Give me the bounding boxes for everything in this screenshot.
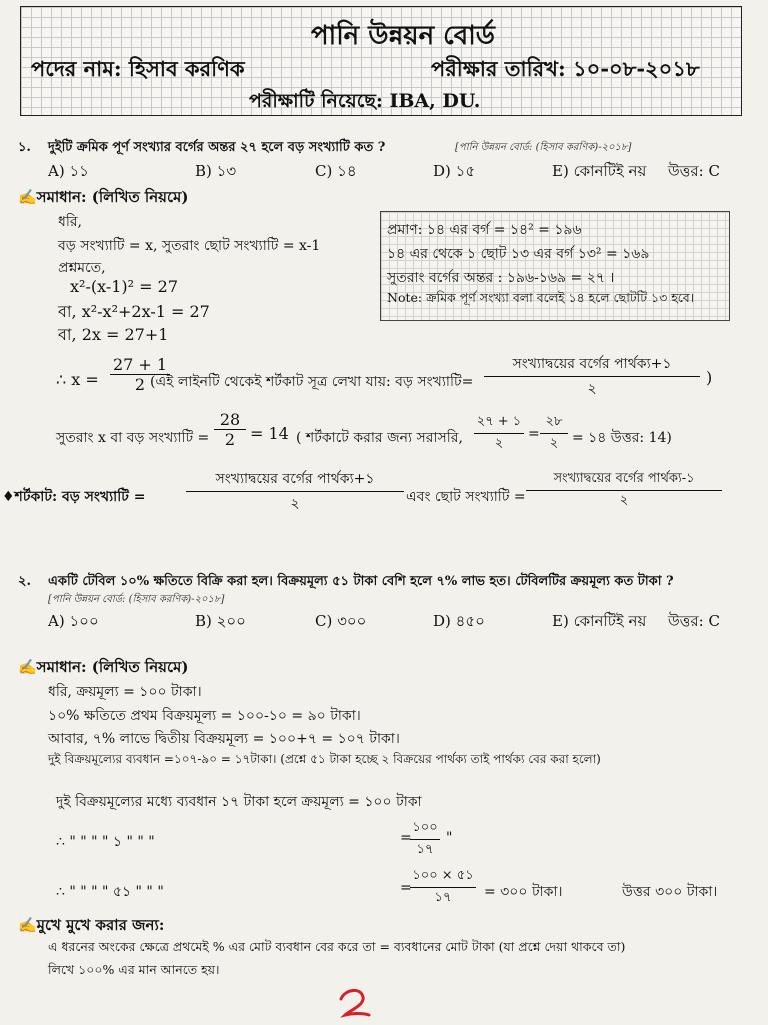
step2-note-answer: = ১৪ উত্তর: 14): [572, 430, 672, 446]
tip-line: লিখে ১০০% এর মান আনতে হয়।: [48, 962, 220, 977]
q2-step-a: দুই বিক্রয়মূল্যের মধ্যে ব্যবধান ১৭ টাকা হলে ক্রয়মূল্য = ১০০ টাকা: [56, 794, 422, 810]
q2-step-b-fraction: [410, 818, 440, 861]
shortcut-fraction-big: [186, 467, 404, 516]
step1-lhs: ∴ x =: [56, 370, 99, 389]
proof-line: ১৪ এর থেকে ১ ছোট ১৩ এর বর্গ ১৩² = ১৬৯: [387, 246, 650, 262]
q2-step-c-numerator: ১০০ × ৫১: [410, 866, 476, 888]
step1-numerator: 27 + 1: [110, 355, 170, 375]
proof-line: প্রমাণ: ১৪ এর বর্গ = ১৪² = ১৯৬: [387, 222, 582, 238]
shortcut-numerator-small: সংখ্যাদ্বয়ের বর্গের পার্থক্য-১: [526, 469, 722, 491]
q2-number: ২.: [18, 574, 31, 589]
tip-line: এ ধরনের অংকের ক্ষেত্রে প্রথমেই % এর মোট ব্যবধান বের করে তা = ব্যবধানের মোট টাকা (যা প্রশ্নে দেয়া থাকবে তা): [48, 939, 626, 954]
step2-denominator: 2: [224, 430, 236, 449]
q1-equation: x²-(x-1)² = 27: [70, 277, 179, 296]
step2-note: ( শর্টকাটে করার জন্য সরাসরি,: [296, 430, 463, 446]
q2-line: আবার, ৭% লাভে দ্বিতীয় বিক্রয়মূল্য = ১০০+৭ = ১০৭ টাকা।: [48, 731, 400, 747]
step2-result: = 14: [250, 424, 289, 443]
q1-option-c: C) ১৪: [315, 162, 357, 180]
q1-option-a: A) ১১: [48, 162, 89, 180]
step2-numerator: 28: [214, 410, 246, 430]
q2-source: [পানি উন্নয়ন বোর্ড: (হিসাব করণিক)-২০১৮]: [48, 594, 225, 605]
post-name: পদের নাম: হিসাব করণিক: [31, 56, 245, 81]
q2-line: ধরি, ক্রয়মূল্য = ১০০ টাকা।: [48, 684, 202, 700]
shortcut-numerator-big: সংখ্যাদ্বয়ের বর্গের পার্থক্য+১: [186, 467, 404, 492]
q2-option-b: B) ২০০: [195, 612, 246, 630]
shortcut-denominator-big: ২: [290, 496, 300, 512]
step2-note-equals: =: [528, 426, 540, 442]
q2-step-b-tail: ": [446, 830, 453, 846]
page-number-mark: [335, 985, 375, 1025]
q2-answer: উত্তর: C: [668, 612, 720, 630]
step2-note-fraction2: [540, 412, 568, 455]
shortcut-mid: এবং ছোট সংখ্যাটি =: [406, 489, 526, 505]
q1-option-d: D) ১৫: [433, 162, 476, 180]
page-mark-glyph: [335, 985, 375, 1021]
tip-heading: ✍মুখে মুখে করার জন্য:: [18, 916, 165, 934]
exam-conducted-by: পরীক্ষাটি নিয়েছে: IBA, DU.: [249, 90, 481, 112]
shortcut-label: ♦শর্টকাট: বড় সংখ্যাটি =: [2, 489, 146, 505]
step1-close: ): [706, 368, 713, 387]
q2-step-c-equals: =: [400, 880, 412, 896]
shortcut-fraction-small: [526, 469, 722, 512]
q2-step-c-left: ∴ " " " " ৫১ " " ": [56, 884, 164, 900]
step1-note-denominator: ২: [587, 381, 597, 397]
q2-option-a: A) ১০০: [48, 612, 99, 630]
q1-answer: উত্তর: C: [668, 162, 720, 180]
q2-step-c-fraction: [410, 866, 476, 909]
page-title: পানি উন্নয়ন বোর্ড: [311, 21, 495, 51]
q2-option-c: C) ৩০০: [315, 612, 367, 630]
step1-denominator: 2: [134, 375, 146, 394]
q1-source: [পানি উন্নয়ন বোর্ড: (হিসাব করণিক)-২০১৮]: [455, 142, 632, 153]
step1-note-numerator: সংখ্যাদ্বয়ের বর্গের পার্থক্য+১: [484, 352, 700, 377]
q1-text: দুইটি ক্রমিক পূর্ণ সংখ্যার বর্গের অন্তর ২৭ হলে বড় সংখ্যাটি কত ?: [48, 140, 386, 155]
q2-option-d: D) ৪৫০: [433, 612, 485, 630]
q2-line: ১০% ক্ষতিতে প্রথম বিক্রয়মূল্য = ১০০-১০ = ৯০ টাকা।: [48, 708, 361, 724]
step1-note: (এই লাইনটি থেকেই শর্টকাট সূত্র লেখা যায়: বড় সংখ্যাটি=: [150, 374, 474, 390]
q1-line: প্রশ্নমতে,: [58, 260, 106, 276]
exam-date: পরীক্ষার তারিখ: ১০-০৮-২০১৮: [431, 56, 700, 81]
q2-final-answer: উত্তর ৩০০ টাকা।: [622, 884, 718, 900]
proof-line: সুতরাং বর্গের অন্তর : ১৯৬-১৬৯ = ২৭ ।: [387, 270, 615, 286]
q1-number: ১.: [18, 140, 31, 155]
proof-note: Note: ক্রমিক পূর্ণ সংখ্যা বলা বলেই ১৪ হলে ছোটটি ১৩ হবে।: [387, 290, 695, 305]
shortcut-denominator-small: ২: [619, 493, 629, 508]
q2-step-b-denominator: ১৭: [416, 842, 434, 857]
q2-option-e: E) কোনটিই নয়: [552, 612, 647, 630]
proof-note-box: [380, 211, 730, 321]
step2-lhs: সুতরাং x বা বড় সংখ্যাটি =: [56, 430, 210, 446]
step2-note-numerator1: ২৭ + ১: [474, 412, 524, 434]
q1-option-e: E) কোনটিই নয়: [552, 162, 647, 180]
step2-note-denominator2: ২: [549, 436, 559, 451]
q1-line: বড় সংখ্যাটি = x, সুতরাং ছোট সংখ্যাটি = x-1: [58, 238, 321, 254]
q2-solution-heading: ✍সমাধান: (লিখিত নিয়মে): [18, 658, 189, 676]
q2-text: একটি টেবিল ১০% ক্ষতিতে বিক্রি করা হল। বিক্রয়মূল্য ৫১ টাকা বেশি হলে ৭% লাভ হত। টেবিলটির ক্রয়মূল্য কত টাকা ?: [48, 574, 674, 589]
step1-note-fraction: [484, 352, 700, 401]
q2-step-b-left: ∴ " " " " ১ " " ": [56, 834, 155, 850]
step2-note-fraction1: [474, 412, 524, 455]
q2-step-b-numerator: ১০০: [410, 818, 440, 840]
step2-fraction: [214, 410, 246, 449]
q2-step-c-result: = ৩০০ টাকা।: [484, 884, 563, 900]
step2-note-numerator2: ২৮: [540, 412, 568, 434]
q1-solution-heading: ✍সমাধান: (লিখিত নিয়মে): [18, 188, 189, 206]
q2-line: দুই বিক্রয়মূল্যের ব্যবধান =১০৭-৯০ = ১৭টাকা। (প্রশ্নে ৫১ টাকা হচ্ছে ২ বিক্রয়ের পার্থক্য তাই পার্থক্য বের করা হলো): [48, 752, 601, 766]
header-box: [20, 6, 742, 116]
q2-step-c-denominator: ১৭: [434, 890, 452, 905]
step2-note-denominator1: ২: [494, 436, 504, 451]
q2-step-b-equals: =: [400, 830, 412, 846]
q1-line: ধরি,: [58, 214, 83, 230]
q1-equation: বা, 2x = 27+1: [58, 325, 169, 344]
q1-equation: বা, x²-x²+2x-1 = 27: [58, 302, 210, 321]
q1-option-b: B) ১৩: [195, 162, 237, 180]
